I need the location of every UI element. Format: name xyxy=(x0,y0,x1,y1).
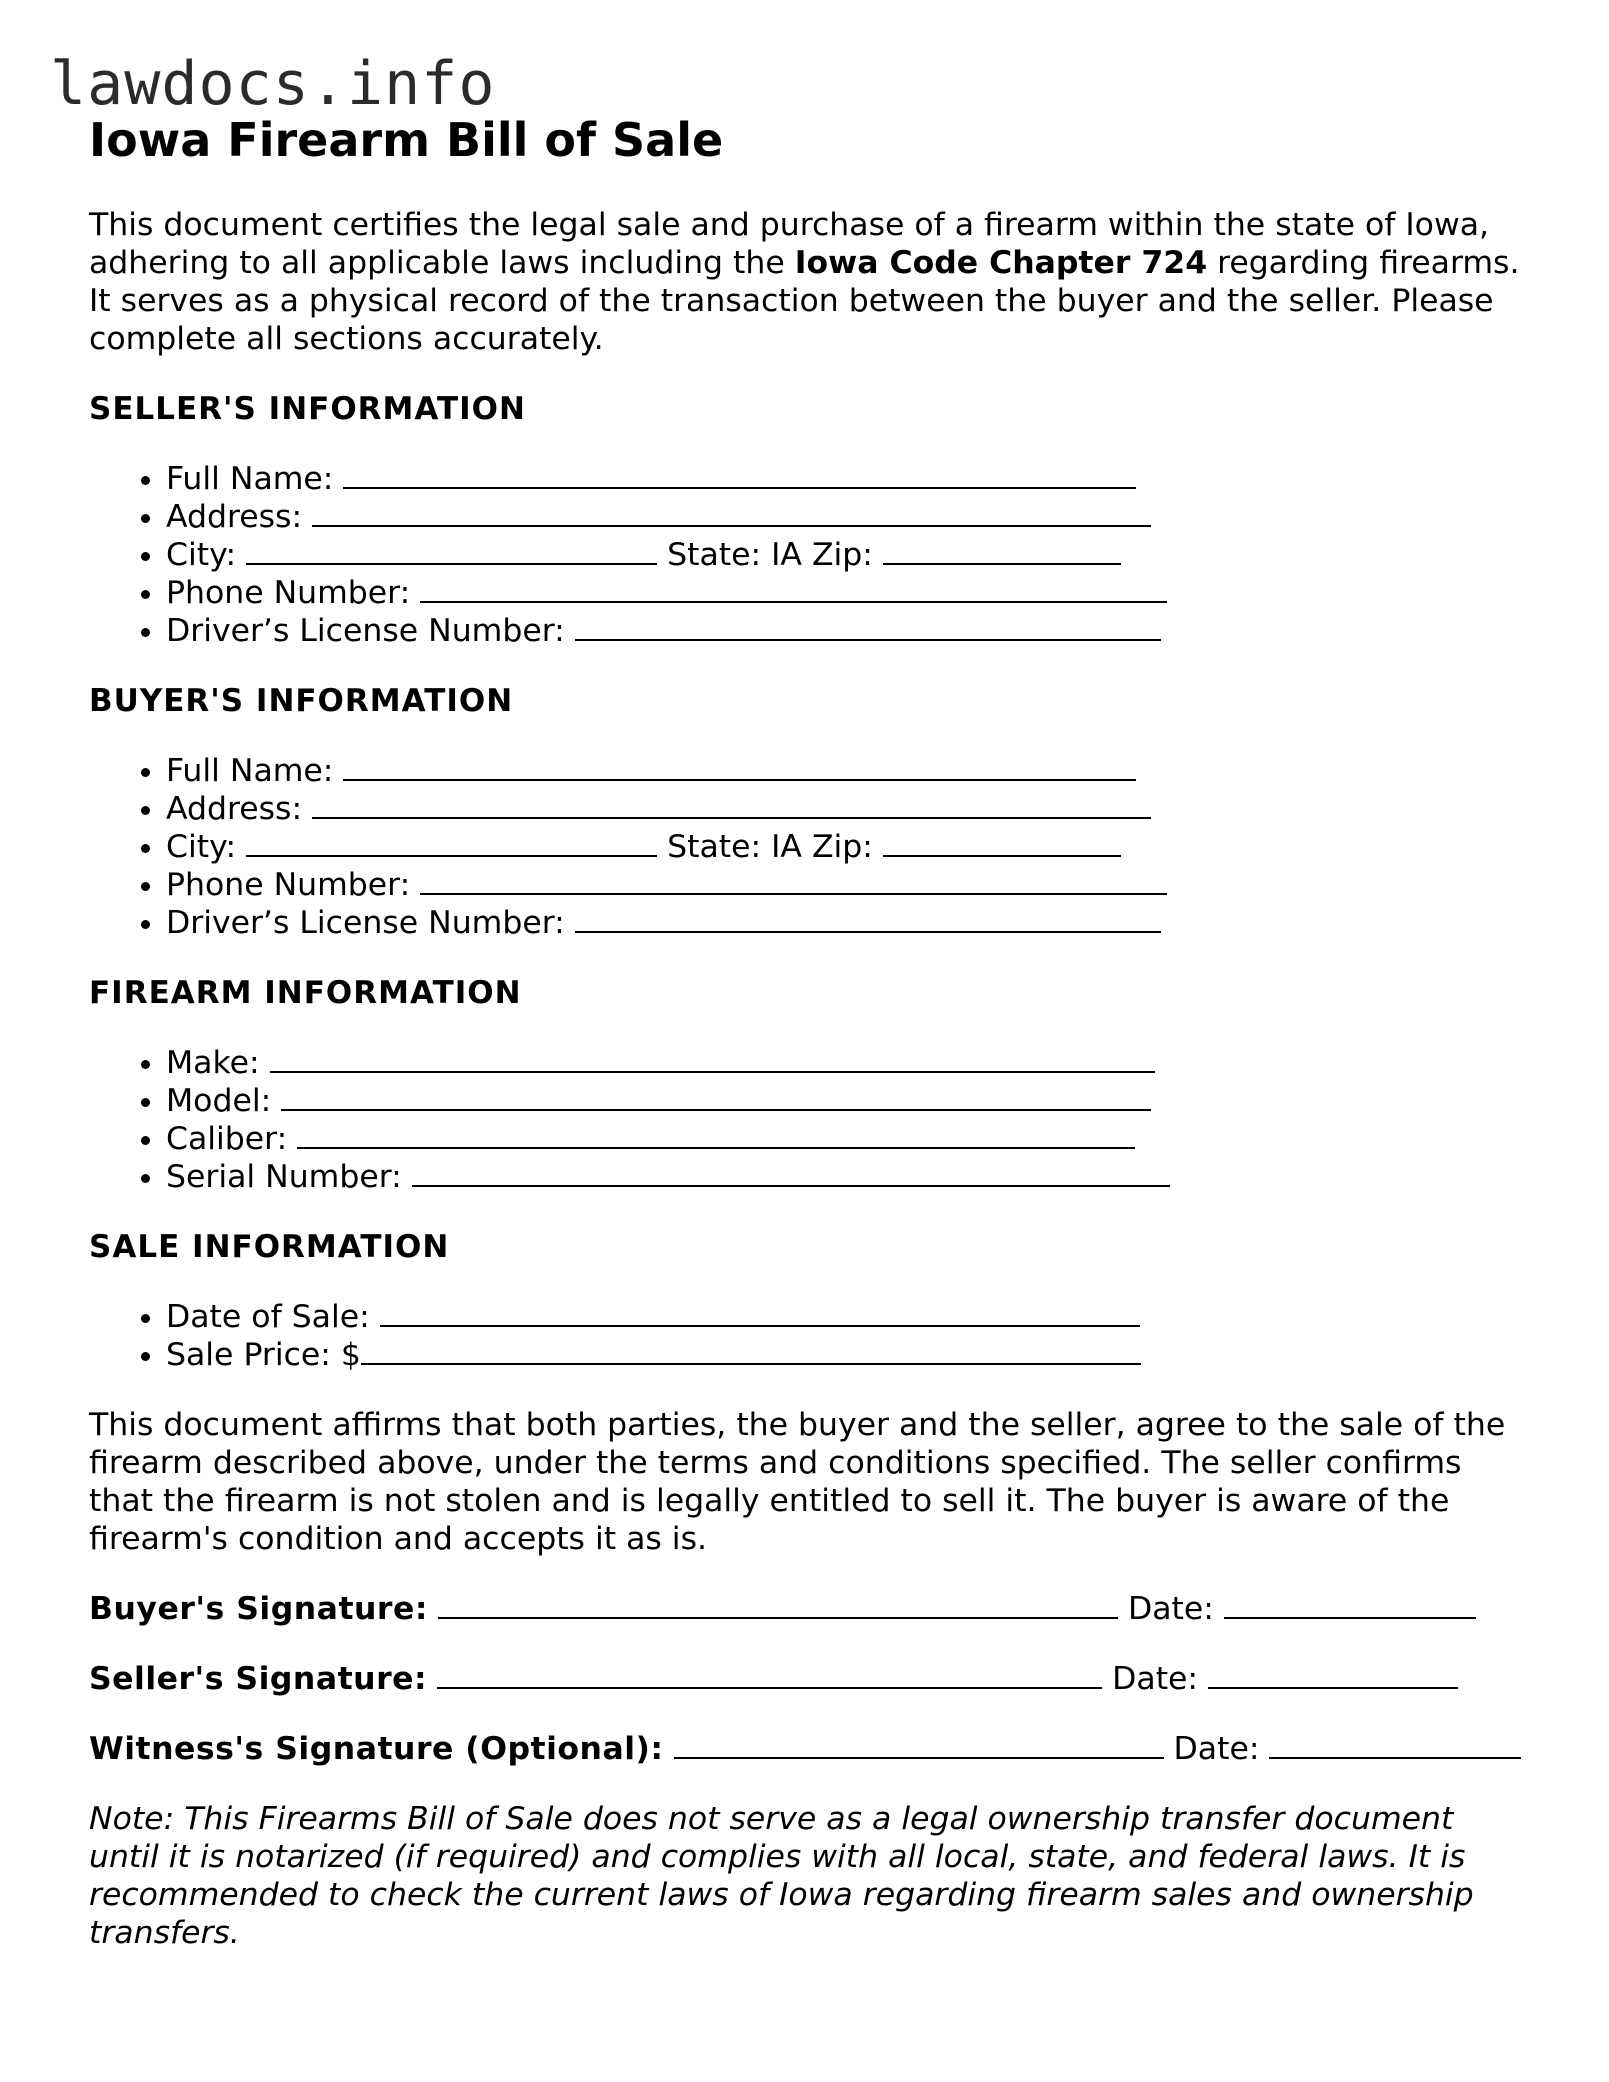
buyer-address-field[interactable] xyxy=(312,790,1151,819)
seller-city-field[interactable] xyxy=(246,536,657,565)
intro-text-start: This document certifies the legal sale and purchase of a firearm within the state of Iowa, adhering to all applicable laws including the xyxy=(89,207,1490,281)
buyer-signature-row xyxy=(89,1590,1529,1628)
seller-signature-row xyxy=(89,1660,1529,1698)
buyer-phone-row xyxy=(166,866,1529,904)
seller-field-list xyxy=(89,460,1529,650)
seller-signature-field[interactable] xyxy=(437,1660,1102,1689)
intro-paragraph xyxy=(89,206,1529,358)
intro-code-reference: Iowa Code Chapter 724 xyxy=(794,245,1208,281)
buyer-city-row xyxy=(166,828,1529,866)
seller-full-name-row xyxy=(166,460,1529,498)
sale-field-list xyxy=(89,1298,1529,1374)
sale-section-heading: SALE INFORMATION xyxy=(89,1229,450,1265)
buyer-phone-field[interactable] xyxy=(420,866,1167,895)
buyer-full-name-label: Full Name: xyxy=(166,753,334,789)
firearm-model-label: Model: xyxy=(166,1083,272,1119)
witness-signature-label: Witness's Signature (Optional): xyxy=(89,1731,664,1767)
firearm-serial-field[interactable] xyxy=(412,1158,1170,1187)
firearm-make-row xyxy=(166,1044,1529,1082)
buyer-full-name-row xyxy=(166,752,1529,790)
witness-signature-row xyxy=(89,1730,1529,1768)
sale-date-field[interactable] xyxy=(380,1298,1140,1327)
buyer-date-field[interactable] xyxy=(1224,1590,1476,1619)
firearm-make-field[interactable] xyxy=(270,1044,1155,1073)
seller-phone-label: Phone Number: xyxy=(166,575,411,611)
legal-note: Note: This Firearms Bill of Sale does not serve as a legal ownership transfer document until it is notarized (if required) and complies with all local, state, and federal laws. It is recommended to check the current laws of Iowa regarding firearm sales and ownership transfers. xyxy=(89,1801,1474,1951)
sale-price-row xyxy=(166,1336,1529,1374)
seller-date-field[interactable] xyxy=(1208,1660,1458,1689)
seller-city-row xyxy=(166,536,1529,574)
firearm-make-label: Make: xyxy=(166,1045,260,1081)
affirmation-paragraph: This document affirms that both parties, the buyer and the seller, agree to the sale of the firearm described above, under the terms and conditions specified. The seller confirms that the firearm is not stolen and is legally entitled to sell it. The buyer is aware of the firearm's condition and accepts it as is. xyxy=(89,1407,1506,1557)
buyer-state-zip-label: State: IA Zip: xyxy=(667,829,873,865)
firearm-caliber-label: Caliber: xyxy=(166,1121,288,1157)
seller-address-row xyxy=(166,498,1529,536)
buyer-phone-label: Phone Number: xyxy=(166,867,411,903)
firearm-field-list xyxy=(89,1044,1529,1196)
intro-text-end: regarding firearms. It serves as a physical record of the transaction between the buyer and the seller. Please complete all sections accurately. xyxy=(89,245,1520,357)
seller-address-label: Address: xyxy=(166,499,303,535)
firearm-serial-row xyxy=(166,1158,1529,1196)
seller-state-zip-label: State: IA Zip: xyxy=(667,537,873,573)
buyer-city-field[interactable] xyxy=(246,828,657,857)
buyer-license-field[interactable] xyxy=(575,904,1161,933)
witness-signature-field[interactable] xyxy=(674,1730,1164,1759)
buyer-full-name-field[interactable] xyxy=(343,752,1136,781)
buyer-signature-field[interactable] xyxy=(438,1590,1118,1619)
seller-section-heading: SELLER'S INFORMATION xyxy=(89,391,526,427)
document-body xyxy=(89,112,1529,1984)
seller-license-label: Driver’s License Number: xyxy=(166,613,565,649)
buyer-section-heading: BUYER'S INFORMATION xyxy=(89,683,514,719)
firearm-model-field[interactable] xyxy=(281,1082,1151,1111)
buyer-zip-field[interactable] xyxy=(883,828,1121,857)
sale-price-field[interactable] xyxy=(361,1336,1141,1365)
seller-license-field[interactable] xyxy=(575,612,1161,641)
buyer-address-row xyxy=(166,790,1529,828)
buyer-city-label: City: xyxy=(166,829,237,865)
firearm-model-row xyxy=(166,1082,1529,1120)
seller-zip-field[interactable] xyxy=(883,536,1121,565)
firearm-section-heading: FIREARM INFORMATION xyxy=(89,975,522,1011)
buyer-field-list xyxy=(89,752,1529,942)
witness-date-field[interactable] xyxy=(1269,1730,1521,1759)
seller-phone-field[interactable] xyxy=(420,574,1167,603)
buyer-date-label: Date: xyxy=(1127,1591,1214,1627)
buyer-address-label: Address: xyxy=(166,791,303,827)
site-logo: lawdocs.info xyxy=(50,49,496,119)
seller-full-name-field[interactable] xyxy=(343,460,1136,489)
seller-city-label: City: xyxy=(166,537,237,573)
seller-address-field[interactable] xyxy=(312,498,1151,527)
sale-date-row xyxy=(166,1298,1529,1336)
seller-phone-row xyxy=(166,574,1529,612)
firearm-serial-label: Serial Number: xyxy=(166,1159,402,1195)
document-title: Iowa Firearm Bill of Sale xyxy=(89,113,724,167)
seller-date-label: Date: xyxy=(1112,1661,1199,1697)
seller-full-name-label: Full Name: xyxy=(166,461,334,497)
seller-license-row xyxy=(166,612,1529,650)
buyer-license-row xyxy=(166,904,1529,942)
firearm-caliber-row xyxy=(166,1120,1529,1158)
sale-price-label: Sale Price: $ xyxy=(166,1337,361,1373)
witness-date-label: Date: xyxy=(1173,1731,1260,1767)
seller-signature-label: Seller's Signature: xyxy=(89,1661,428,1697)
buyer-license-label: Driver’s License Number: xyxy=(166,905,565,941)
firearm-caliber-field[interactable] xyxy=(297,1120,1135,1149)
sale-date-label: Date of Sale: xyxy=(166,1299,370,1335)
buyer-signature-label: Buyer's Signature: xyxy=(89,1591,428,1627)
